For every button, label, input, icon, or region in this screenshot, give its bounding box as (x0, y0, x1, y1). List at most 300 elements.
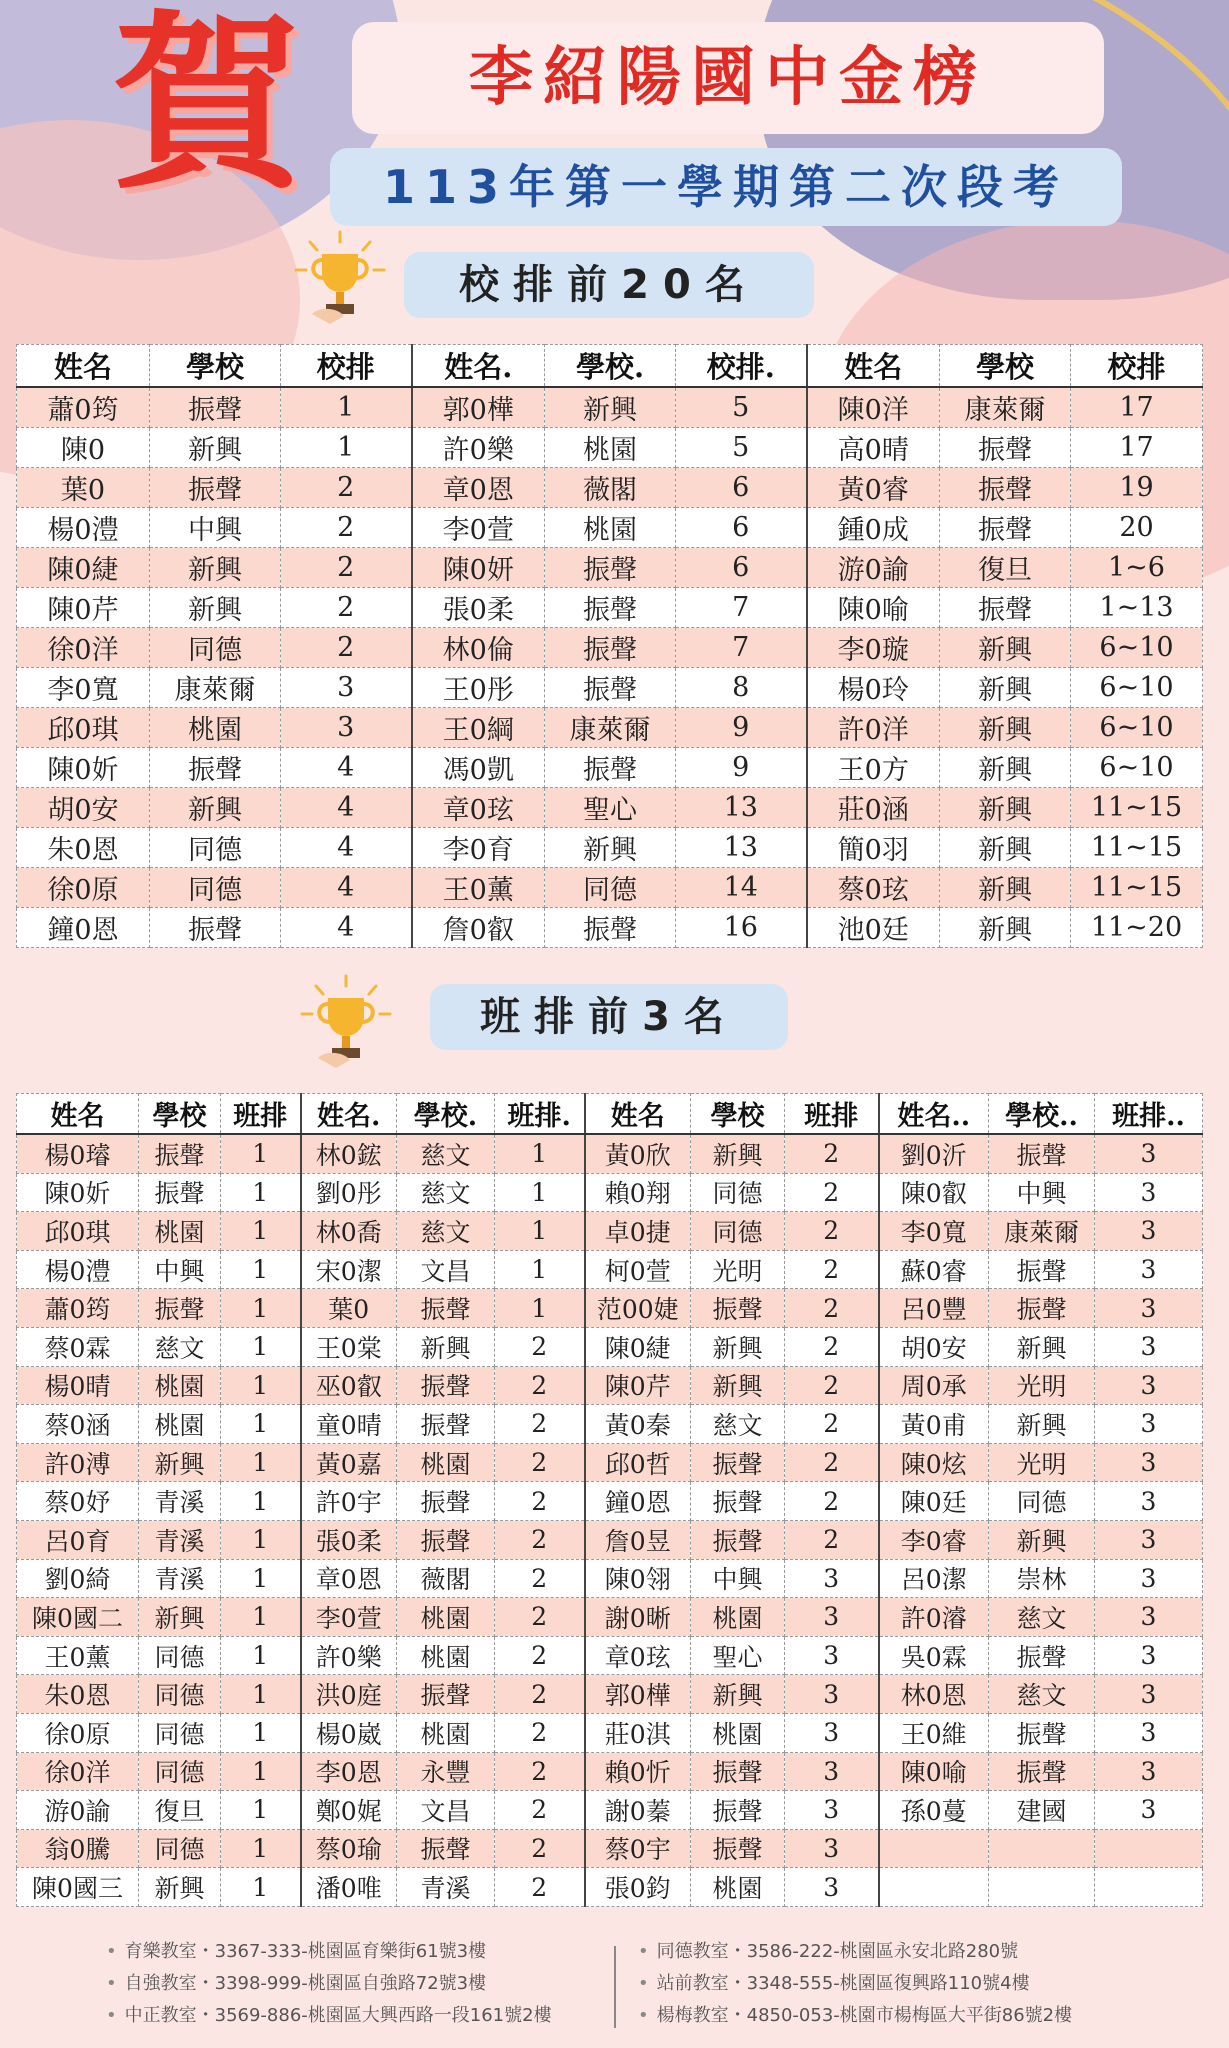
table-cell: 振聲 (150, 908, 281, 948)
table-cell: 1 (221, 1713, 301, 1752)
table-cell: 4 (281, 748, 412, 788)
table-cell: 新興 (150, 548, 281, 588)
table-cell: 詹0叡 (412, 908, 545, 948)
table-cell: 王0薰 (412, 868, 545, 908)
table-cell: 李0寬 (879, 1212, 989, 1251)
table-row (17, 1598, 1203, 1637)
table-cell: 3 (1095, 1443, 1203, 1482)
table-cell: 振聲 (545, 628, 676, 668)
table-cell: 振聲 (989, 1250, 1095, 1289)
table-cell: 3 (1095, 1752, 1203, 1791)
table-cell: 3 (785, 1752, 879, 1791)
table-cell: 新興 (691, 1366, 785, 1405)
table-cell: 7 (676, 628, 807, 668)
footer-branch: • 站前教室・3348-555-桃園區復興路110號4樓 (638, 1973, 1030, 1994)
table-row (17, 668, 1203, 708)
table-cell: 陳0 (17, 428, 150, 468)
table-cell: 簡0羽 (807, 828, 940, 868)
table-cell: 永豐 (397, 1752, 495, 1791)
table-row (17, 908, 1203, 948)
table-cell: 陳0喻 (807, 588, 940, 628)
table-cell: 蔡0玹 (807, 868, 940, 908)
table-cell: 振聲 (397, 1829, 495, 1868)
table-cell: 蕭0筠 (17, 1289, 139, 1328)
table-cell: 孫0蔓 (879, 1791, 989, 1830)
table-cell: 陳0叡 (879, 1173, 989, 1212)
table-cell: 呂0潔 (879, 1559, 989, 1598)
table-cell: 呂0豐 (879, 1289, 989, 1328)
table-cell: 李0萱 (301, 1598, 397, 1637)
table-cell: 3 (1095, 1366, 1203, 1405)
table-cell: 2 (495, 1752, 585, 1791)
column-header: 姓名.. (879, 1094, 989, 1135)
table-row (17, 1443, 1203, 1482)
footer-branch-text: 同德教室・3586-222-桃園區永安北路280號 (656, 1941, 1019, 1962)
table-cell: 楊0澧 (17, 1250, 139, 1289)
table-cell: 振聲 (397, 1520, 495, 1559)
table-cell: 2 (785, 1134, 879, 1173)
table-cell: 林0喬 (301, 1212, 397, 1251)
table-row (17, 1482, 1203, 1521)
table-cell: 3 (785, 1675, 879, 1714)
class-rank-title: 班排前3名 (430, 984, 788, 1050)
table-cell: 許0樂 (301, 1636, 397, 1675)
table-cell: 中興 (691, 1559, 785, 1598)
table-cell: 3 (1095, 1289, 1203, 1328)
table-cell: 王0綱 (412, 708, 545, 748)
table-cell: 新興 (691, 1134, 785, 1173)
table-cell: 3 (1095, 1212, 1203, 1251)
table-cell: 3 (1095, 1791, 1203, 1830)
table-cell: 聖心 (545, 788, 676, 828)
table-cell: 1 (221, 1405, 301, 1444)
table-cell: 14 (676, 868, 807, 908)
column-header: 校排 (281, 345, 412, 388)
table-cell: 2 (495, 1636, 585, 1675)
table-cell: 2 (785, 1482, 879, 1521)
table-cell: 宋0潔 (301, 1250, 397, 1289)
table-row (17, 1752, 1203, 1791)
table-cell: 振聲 (139, 1289, 221, 1328)
table-cell: 林0恩 (879, 1675, 989, 1714)
column-header: 校排. (676, 345, 807, 388)
table-cell: 2 (785, 1173, 879, 1212)
table-cell: 3 (1095, 1250, 1203, 1289)
table-cell: 9 (676, 708, 807, 748)
table-cell: 1 (221, 1173, 301, 1212)
table-cell: 振聲 (397, 1289, 495, 1328)
table-cell: 新興 (139, 1443, 221, 1482)
table-cell: 新興 (989, 1327, 1095, 1366)
table-cell: 桃園 (397, 1443, 495, 1482)
table-cell: 11~15 (1071, 788, 1203, 828)
table-cell: 振聲 (691, 1443, 785, 1482)
table-cell: 振聲 (691, 1752, 785, 1791)
table-cell: 慈文 (691, 1405, 785, 1444)
table-cell: 同德 (150, 868, 281, 908)
table-cell: 2 (495, 1675, 585, 1714)
table-cell: 王0方 (807, 748, 940, 788)
table-cell: 新興 (940, 788, 1071, 828)
table-cell: 莊0淇 (585, 1713, 691, 1752)
table-cell: 慈文 (139, 1327, 221, 1366)
table-cell: 吳0霖 (879, 1636, 989, 1675)
table-cell: 巫0叡 (301, 1366, 397, 1405)
table-row (17, 1791, 1203, 1830)
table-cell: 1 (221, 1366, 301, 1405)
table-cell: 慈文 (397, 1212, 495, 1251)
table-cell: 振聲 (989, 1752, 1095, 1791)
table-cell: 1 (495, 1250, 585, 1289)
column-header: 姓名 (585, 1094, 691, 1135)
table-cell: 邱0哲 (585, 1443, 691, 1482)
table-cell: 新興 (150, 588, 281, 628)
column-header: 學校 (940, 345, 1071, 388)
table-cell: 同德 (139, 1636, 221, 1675)
table-cell: 振聲 (989, 1636, 1095, 1675)
footer-branch-text: 育樂教室・3367-333-桃園區育樂街61號3樓 (124, 1941, 487, 1962)
table-cell: 1 (221, 1829, 301, 1868)
table-cell: 詹0昱 (585, 1520, 691, 1559)
table-cell: 1 (221, 1482, 301, 1521)
table-cell: 6~10 (1071, 708, 1203, 748)
school-rank-table (16, 344, 1203, 948)
table-cell: 振聲 (397, 1482, 495, 1521)
column-header: 學校. (397, 1094, 495, 1135)
table-cell: 中興 (150, 508, 281, 548)
table-cell: 3 (1095, 1598, 1203, 1637)
table-cell: 1 (281, 387, 412, 428)
column-header: 姓名 (17, 345, 150, 388)
table-cell: 周0承 (879, 1366, 989, 1405)
table-cell: 林0倫 (412, 628, 545, 668)
table-cell: 桃園 (545, 428, 676, 468)
table-cell: 3 (281, 708, 412, 748)
table-cell: 振聲 (150, 387, 281, 428)
table-cell: 黃0甫 (879, 1405, 989, 1444)
table-cell: 4 (281, 908, 412, 948)
table-cell: 光明 (691, 1250, 785, 1289)
table-cell: 李0萱 (412, 508, 545, 548)
table-cell: 振聲 (150, 468, 281, 508)
table-cell: 楊0璿 (17, 1134, 139, 1173)
column-header: 學校 (139, 1094, 221, 1135)
table-row (17, 508, 1203, 548)
table-cell: 9 (676, 748, 807, 788)
table-cell: 2 (495, 1713, 585, 1752)
table-cell: 1 (221, 1675, 301, 1714)
column-header: 班排.. (1095, 1094, 1203, 1135)
table-cell: 振聲 (139, 1134, 221, 1173)
table-cell: 桃園 (691, 1868, 785, 1907)
table-cell: 楊0玲 (807, 668, 940, 708)
table-cell: 高0晴 (807, 428, 940, 468)
table-cell: 呂0育 (17, 1520, 139, 1559)
column-header: 學校.. (989, 1094, 1095, 1135)
table-cell: 桃園 (150, 708, 281, 748)
table-cell: 蘇0睿 (879, 1250, 989, 1289)
table-cell: 振聲 (397, 1366, 495, 1405)
table-cell: 19 (1071, 468, 1203, 508)
table-row (17, 1713, 1203, 1752)
table-cell: 新興 (940, 748, 1071, 788)
table-cell: 3 (785, 1713, 879, 1752)
table-cell: 朱0恩 (17, 828, 150, 868)
table-cell (989, 1868, 1095, 1907)
table-cell: 5 (676, 428, 807, 468)
table-cell: 2 (785, 1366, 879, 1405)
table-cell: 2 (785, 1250, 879, 1289)
table-cell: 陳0國三 (17, 1868, 139, 1907)
table-cell: 青溪 (139, 1482, 221, 1521)
table-cell: 陳0緁 (17, 548, 150, 588)
table-cell: 振聲 (940, 468, 1071, 508)
table-cell: 1 (221, 1134, 301, 1173)
table-cell: 李0睿 (879, 1520, 989, 1559)
column-header: 姓名 (17, 1094, 139, 1135)
column-header: 姓名. (301, 1094, 397, 1135)
table-cell: 3 (785, 1791, 879, 1830)
trophy-icon (296, 972, 396, 1072)
table-cell: 郭0樺 (412, 387, 545, 428)
class-rank-table (16, 1093, 1203, 1907)
table-cell: 6~10 (1071, 668, 1203, 708)
table-cell: 1 (221, 1868, 301, 1907)
table-cell: 振聲 (691, 1520, 785, 1559)
table-cell: 蔡0妤 (17, 1482, 139, 1521)
table-cell: 1 (221, 1636, 301, 1675)
footer-branch: • 中正教室・3569-886-桃園區大興西路一段161號2樓 (106, 2005, 552, 2026)
table-cell: 陳0洋 (807, 387, 940, 428)
table-cell: 許0宇 (301, 1482, 397, 1521)
table-cell: 3 (281, 668, 412, 708)
table-row (17, 1212, 1203, 1251)
table-cell: 池0廷 (807, 908, 940, 948)
table-cell: 振聲 (150, 748, 281, 788)
footer-right (638, 1936, 1178, 2044)
table-cell: 陳0國二 (17, 1598, 139, 1637)
table-cell: 振聲 (691, 1829, 785, 1868)
table-cell: 1 (221, 1791, 301, 1830)
table-row (17, 1636, 1203, 1675)
table-cell: 王0薰 (17, 1636, 139, 1675)
table-cell: 慈文 (989, 1598, 1095, 1637)
table-cell: 葉0 (17, 468, 150, 508)
footer-branch-text: 自強教室・3398-999-桃園區自強路72號3樓 (124, 1973, 487, 1994)
table-cell: 李0寬 (17, 668, 150, 708)
column-header: 姓名. (412, 345, 545, 388)
table-cell: 桃園 (397, 1636, 495, 1675)
table-cell: 2 (495, 1868, 585, 1907)
table-cell: 振聲 (139, 1173, 221, 1212)
table-cell: 康萊爾 (940, 387, 1071, 428)
table-cell: 桃園 (691, 1713, 785, 1752)
table-cell: 游0諭 (17, 1791, 139, 1830)
table-cell: 2 (281, 628, 412, 668)
table-cell: 桃園 (139, 1366, 221, 1405)
table-cell (1095, 1829, 1203, 1868)
table-row (17, 788, 1203, 828)
table-cell: 1 (221, 1598, 301, 1637)
table-cell: 振聲 (397, 1405, 495, 1444)
table-cell: 1 (221, 1289, 301, 1328)
trophy-icon (290, 228, 390, 328)
table-row (17, 1173, 1203, 1212)
table-cell: 陳0妡 (17, 748, 150, 788)
table-row (17, 1829, 1203, 1868)
table-cell: 1 (221, 1212, 301, 1251)
table-cell: 陳0緁 (585, 1327, 691, 1366)
table-row (17, 1868, 1203, 1907)
table-cell: 2 (495, 1829, 585, 1868)
footer-branch: • 育樂教室・3367-333-桃園區育樂街61號3樓 (106, 1941, 487, 1962)
table-cell (879, 1868, 989, 1907)
footer-left (106, 1936, 606, 2044)
table-cell: 新興 (545, 387, 676, 428)
table-cell: 17 (1071, 428, 1203, 468)
table-cell: 振聲 (545, 548, 676, 588)
table-cell: 邱0琪 (17, 1212, 139, 1251)
table-cell: 劉0彤 (301, 1173, 397, 1212)
table-cell: 康萊爾 (150, 668, 281, 708)
table-cell: 慈文 (397, 1173, 495, 1212)
table-cell: 2 (495, 1791, 585, 1830)
table-cell: 劉0綺 (17, 1559, 139, 1598)
table-row (17, 628, 1203, 668)
table-cell: 蔡0宇 (585, 1829, 691, 1868)
table-cell: 許0樂 (412, 428, 545, 468)
table-cell: 李0恩 (301, 1752, 397, 1791)
footer-branch-text: 站前教室・3348-555-桃園區復興路110號4樓 (656, 1973, 1030, 1994)
table-cell: 新興 (691, 1675, 785, 1714)
table-cell: 5 (676, 387, 807, 428)
table-cell: 復旦 (139, 1791, 221, 1830)
table-cell: 張0鈞 (585, 1868, 691, 1907)
table-row (17, 428, 1203, 468)
table-row (17, 1675, 1203, 1714)
table-cell: 2 (785, 1289, 879, 1328)
table-row (17, 708, 1203, 748)
table-cell: 1~13 (1071, 588, 1203, 628)
table-cell: 陳0翎 (585, 1559, 691, 1598)
table-cell: 1 (221, 1327, 301, 1366)
table-cell: 13 (676, 788, 807, 828)
table-cell: 11~20 (1071, 908, 1203, 948)
table-row (17, 1250, 1203, 1289)
table-cell: 桃園 (397, 1713, 495, 1752)
table-cell: 2 (785, 1520, 879, 1559)
table-cell: 同德 (989, 1482, 1095, 1521)
table-cell: 同德 (139, 1829, 221, 1868)
table-cell: 2 (495, 1520, 585, 1559)
table-cell: 游0諭 (807, 548, 940, 588)
school-rank-title: 校排前20名 (404, 252, 814, 318)
table-cell: 16 (676, 908, 807, 948)
table-cell: 6 (676, 468, 807, 508)
table-cell: 新興 (139, 1598, 221, 1637)
table-cell: 鍾0成 (807, 508, 940, 548)
column-header: 班排 (785, 1094, 879, 1135)
table-row (17, 868, 1203, 908)
table-cell: 振聲 (940, 428, 1071, 468)
table-cell: 新興 (397, 1327, 495, 1366)
table-cell: 3 (785, 1829, 879, 1868)
table-cell: 同德 (139, 1752, 221, 1791)
table-cell: 2 (281, 508, 412, 548)
table-cell: 1 (495, 1212, 585, 1251)
table-cell: 陳0妍 (412, 548, 545, 588)
table-row (17, 1559, 1203, 1598)
table-cell: 蕭0筠 (17, 387, 150, 428)
table-cell: 6~10 (1071, 628, 1203, 668)
table-cell: 康萊爾 (545, 708, 676, 748)
column-header: 校排 (1071, 345, 1203, 388)
table-cell: 2 (281, 468, 412, 508)
table-cell: 張0柔 (412, 588, 545, 628)
table-cell: 陳0妡 (17, 1173, 139, 1212)
table-cell: 文昌 (397, 1250, 495, 1289)
table-row (17, 468, 1203, 508)
table-cell: 2 (495, 1443, 585, 1482)
table-cell: 李0璇 (807, 628, 940, 668)
table-cell: 3 (1095, 1713, 1203, 1752)
table-row (17, 387, 1203, 428)
table-cell: 7 (676, 588, 807, 628)
table-cell: 青溪 (139, 1559, 221, 1598)
table-cell: 新興 (940, 708, 1071, 748)
table-cell: 2 (495, 1366, 585, 1405)
footer-branch-text: 中正教室・3569-886-桃園區大興西路一段161號2樓 (124, 2005, 552, 2026)
column-header: 班排. (495, 1094, 585, 1135)
table-cell: 章0恩 (412, 468, 545, 508)
table-cell: 章0玹 (585, 1636, 691, 1675)
table-cell: 1 (495, 1173, 585, 1212)
table-cell: 2 (495, 1327, 585, 1366)
table-cell: 振聲 (989, 1289, 1095, 1328)
table-cell: 3 (1095, 1405, 1203, 1444)
table-cell: 楊0晴 (17, 1366, 139, 1405)
table-cell: 1 (221, 1250, 301, 1289)
table-cell: 邱0琪 (17, 708, 150, 748)
table-cell: 6 (676, 508, 807, 548)
table-cell: 陳0喻 (879, 1752, 989, 1791)
table-cell: 陳0芹 (585, 1366, 691, 1405)
table-cell: 6 (676, 548, 807, 588)
table-cell: 新興 (989, 1405, 1095, 1444)
table-cell (879, 1829, 989, 1868)
table-cell: 3 (1095, 1520, 1203, 1559)
column-header: 學校 (150, 345, 281, 388)
table-cell: 馮0凱 (412, 748, 545, 788)
column-header: 班排 (221, 1094, 301, 1135)
table-cell: 1 (221, 1443, 301, 1482)
table-cell: 朱0恩 (17, 1675, 139, 1714)
table-cell: 振聲 (545, 588, 676, 628)
table-cell: 2 (495, 1559, 585, 1598)
table-cell: 中興 (989, 1173, 1095, 1212)
table-cell: 新興 (139, 1868, 221, 1907)
table-cell: 中興 (139, 1250, 221, 1289)
table-cell: 莊0涵 (807, 788, 940, 828)
table-cell: 1~6 (1071, 548, 1203, 588)
table-cell: 潘0唯 (301, 1868, 397, 1907)
table-cell: 4 (281, 868, 412, 908)
table-row (17, 748, 1203, 788)
table-cell: 新興 (940, 668, 1071, 708)
table-cell: 黃0睿 (807, 468, 940, 508)
table-cell: 陳0炫 (879, 1443, 989, 1482)
table-cell: 3 (1095, 1482, 1203, 1521)
